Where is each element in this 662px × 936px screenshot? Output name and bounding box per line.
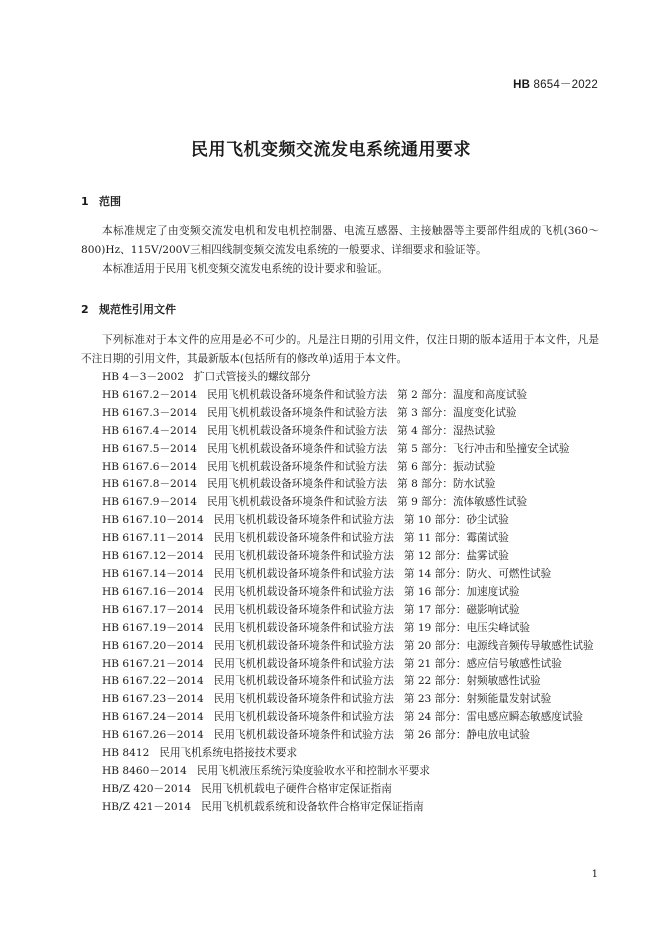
reference-code: HB 6167.17－2014: [102, 603, 204, 616]
reference-part: 第 5 部分：飞行冲击和坠撞安全试验: [397, 442, 570, 455]
reference-item: [81, 494, 599, 512]
reference-item: [81, 745, 599, 763]
reference-part: 第 9 部分：流体敏感性试验: [397, 496, 528, 509]
reference-code: HB 6167.11－2014: [102, 532, 204, 545]
reference-title: 民用飞机机载设备环境条件和试验方法: [213, 585, 394, 598]
reference-title: 民用飞机机载设备环境条件和试验方法: [207, 406, 388, 419]
reference-code: HB 6167.16－2014: [102, 585, 204, 598]
reference-item: [81, 566, 599, 584]
standard-prefix: HB: [513, 79, 531, 91]
reference-code: HB 6167.10－2014: [102, 514, 204, 527]
reference-code: HB 8412: [102, 747, 150, 760]
reference-item: [81, 602, 599, 620]
reference-code: HB 6167.2－2014: [102, 388, 198, 401]
reference-code: HB 6167.20－2014: [102, 639, 204, 652]
reference-title: 民用飞机机载设备环境条件和试验方法: [207, 496, 388, 509]
reference-title: 民用飞机机载设备环境条件和试验方法: [207, 478, 388, 491]
reference-title: 民用飞机机载设备环境条件和试验方法: [213, 657, 394, 670]
reference-part: 第 19 部分：电压尖峰试验: [403, 621, 531, 634]
reference-part: 第 12 部分：盐雾试验: [403, 550, 509, 563]
reference-code: HB 6167.8－2014: [102, 478, 198, 491]
reference-title: 民用飞机机载设备环境条件和试验方法: [207, 442, 388, 455]
reference-code: HB/Z 421－2014: [102, 800, 192, 813]
section-heading-normative-references: [81, 301, 176, 317]
section-number: 1: [81, 195, 89, 208]
reference-part: 第 26 部分：静电放电试验: [403, 729, 531, 742]
reference-item: [81, 727, 599, 745]
reference-code: HB 6167.9－2014: [102, 496, 198, 509]
reference-code: HB 6167.3－2014: [102, 406, 198, 419]
section-title: 规范性引用文件: [99, 303, 176, 316]
reference-part: 第 3 部分：温度变化试验: [397, 406, 517, 419]
reference-item: [81, 781, 599, 799]
reference-code: HB 6167.6－2014: [102, 460, 198, 473]
reference-title: 民用飞机机载系统和设备软件合格审定保证指南: [201, 800, 424, 813]
reference-item: [81, 387, 599, 405]
reference-item: [81, 459, 599, 477]
reference-code: HB 6167.21－2014: [102, 657, 204, 670]
reference-item: [81, 763, 599, 781]
reference-title: 民用飞机机载设备环境条件和试验方法: [213, 729, 394, 742]
reference-code: HB 6167.19－2014: [102, 621, 204, 634]
reference-title: 民用飞机机载设备环境条件和试验方法: [213, 711, 394, 724]
reference-code: HB 6167.4－2014: [102, 424, 198, 437]
reference-item: [81, 656, 599, 674]
reference-code: HB/Z 420－2014: [102, 782, 192, 795]
section-number: 2: [81, 303, 89, 316]
reference-title: 民用飞机机载设备环境条件和试验方法: [213, 675, 394, 688]
reference-code: HB 6167.14－2014: [102, 567, 204, 580]
reference-title: 民用飞机机载电子硬件合格审定保证指南: [201, 782, 392, 795]
reference-part: 第 11 部分：霉菌试验: [403, 532, 509, 545]
reference-code: HB 6167.24－2014: [102, 711, 204, 724]
reference-part: 第 23 部分：射频能量发射试验: [403, 693, 552, 706]
reference-code: HB 4－3－2002: [102, 371, 185, 383]
section-title: 范围: [99, 195, 121, 208]
reference-item: [81, 423, 599, 441]
reference-part: 第 21 部分：感应信号敏感性试验: [403, 657, 562, 670]
references-intro-paragraph: 下列标准对于本文件的应用是必不可少的。凡是注日期的引用文件，仅注日期的版本适用于本文件，凡是不注日期的引用文件，其最新版本(包括所有的修改单)适用于本文件。: [81, 334, 599, 365]
reference-part: 第 2 部分：温度和高度试验: [397, 388, 528, 401]
reference-title: 民用飞机机载设备环境条件和试验方法: [213, 514, 394, 527]
standard-code: 8654－2022: [533, 79, 598, 91]
reference-title: 民用飞机机载设备环境条件和试验方法: [213, 603, 394, 616]
reference-item: [81, 405, 599, 423]
reference-item: [81, 476, 599, 494]
reference-code: HB 6167.22－2014: [102, 675, 204, 688]
reference-title: 民用飞机液压系统污染度验收水平和控制水平要求: [196, 764, 430, 777]
reference-title: 民用飞机机载设备环境条件和试验方法: [207, 424, 388, 437]
section-heading-scope: [81, 193, 121, 209]
reference-item: [81, 441, 599, 459]
document-title: 民用飞机变频交流发电系统通用要求: [191, 140, 471, 160]
reference-part: 第 17 部分：磁影响试验: [403, 603, 520, 616]
reference-part: 第 22 部分：射频敏感性试验: [403, 675, 541, 688]
reference-item: [81, 673, 599, 691]
reference-item: [81, 369, 599, 387]
reference-code: HB 6167.12－2014: [102, 550, 204, 563]
reference-title: 民用飞机系统电搭接技术要求: [159, 747, 298, 760]
reference-item: [81, 638, 599, 656]
reference-item: [81, 512, 599, 530]
reference-code: HB 6167.5－2014: [102, 442, 198, 455]
reference-part: 第 4 部分：湿热试验: [397, 424, 496, 437]
reference-code: HB 6167.23－2014: [102, 693, 204, 706]
reference-list: [81, 369, 599, 817]
reference-item: [81, 548, 599, 566]
reference-title: 民用飞机机载设备环境条件和试验方法: [213, 550, 394, 563]
reference-title: 民用飞机机载设备环境条件和试验方法: [213, 532, 394, 545]
reference-title: 民用飞机机载设备环境条件和试验方法: [207, 388, 388, 401]
reference-item: [81, 799, 599, 817]
reference-item: [81, 620, 599, 638]
reference-title: 民用飞机机载设备环境条件和试验方法: [213, 693, 394, 706]
reference-code: HB 8460－2014: [102, 764, 187, 777]
reference-part: 第 20 部分：电源线音频传导敏感性试验: [403, 639, 594, 652]
reference-item: [81, 584, 599, 602]
reference-title: 民用飞机机载设备环境条件和试验方法: [207, 460, 388, 473]
reference-code: HB 6167.26－2014: [102, 729, 204, 742]
reference-part: 第 6 部分：振动试验: [397, 460, 496, 473]
reference-part: 第 16 部分：加速度试验: [403, 585, 520, 598]
reference-title: 民用飞机机载设备环境条件和试验方法: [213, 639, 394, 652]
page-number: 1: [591, 869, 598, 880]
reference-part: 第 24 部分：雷电感应瞬态敏感度试验: [403, 711, 583, 724]
reference-item: [81, 691, 599, 709]
reference-item: [81, 709, 599, 727]
reference-part: 第 10 部分：砂尘试验: [403, 514, 509, 527]
reference-part: 第 14 部分：防火、可燃性试验: [403, 567, 552, 580]
reference-part: 第 8 部分：防水试验: [397, 478, 496, 491]
scope-applicability-paragraph: 本标准适用于民用飞机变频交流发电系统的设计要求和验证。: [102, 263, 389, 275]
reference-item: [81, 530, 599, 548]
reference-title: 民用飞机机载设备环境条件和试验方法: [213, 567, 394, 580]
standard-number: [513, 76, 598, 92]
reference-title: 扩口式管接头的螺纹部分: [194, 371, 311, 383]
reference-title: 民用飞机机载设备环境条件和试验方法: [213, 621, 394, 634]
scope-paragraph: 本标准规定了由变频交流发电机和发电机控制器、电流互感器、主接触器等主要部件组成的飞机(360～800)Hz、115V/200V三相四线制变频交流发电系统的一般要求、详细要求和验证等。: [81, 225, 599, 256]
